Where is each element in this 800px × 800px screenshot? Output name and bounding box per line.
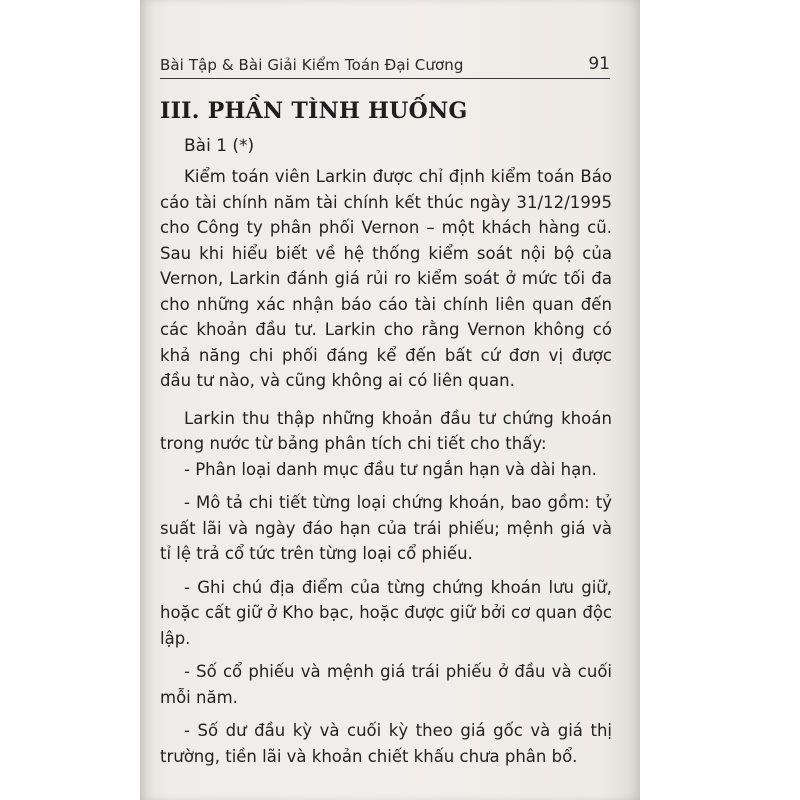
- exercise-label: Bài 1 (*): [184, 136, 255, 156]
- list-item: - Phân loại danh mục đầu tư ngắn hạn và dài hạn.: [184, 459, 597, 479]
- list-item: - Mô tả chi tiết từng loại chứng khoán, bao gồm: tỷ suất lãi và ngày đáo hạn của trái phiếu; mệnh giá và tỉ lệ trả cổ tức trên từng loại cổ phiếu.: [160, 493, 612, 563]
- list-item: - Số dư đầu kỳ và cuối kỳ theo giá gốc và giá thị trường, tiền lãi và khoản chiết khấu chưa phân bổ.: [160, 721, 612, 766]
- list-item: - Ghi chú địa điểm của từng chứng khoán lưu giữ, hoặc cất giữ ở Kho bạc, hoặc được giữ bởi cơ quan độc lập.: [160, 577, 612, 648]
- page-content: [160, 98, 612, 769]
- header-title: Bài Tập & Bài Giải Kiểm Toán Đại Cương: [160, 56, 464, 74]
- paragraph-list-lead: Larkin thu thập những khoản đầu tư chứng khoán trong nước từ bảng phân tích chi tiết cho thấy:: [160, 408, 612, 453]
- paragraph-intro: Kiểm toán viên Larkin được chỉ định kiểm toán Báo cáo tài chính năm tài chính kết thúc ngày 31/12/1995 cho Công ty phân phối Vernon – một khách hàng cũ. Sau khi hiểu biết về hệ thống kiểm soát nội bộ của Vernon, Larkin đánh giá rủi ro kiểm soát ở mức tối đa cho những xác nhận báo cáo tài chính liên quan đến các khoản đầu tư. Larkin cho rằng Vernon không có khả năng chi phối đáng kể đến bất cứ đơn vị được đầu tư nào, và cũng không ai có liên quan.: [160, 167, 612, 390]
- page-number: 91: [588, 54, 610, 74]
- list-item: - Số cổ phiếu và mệnh giá trái phiếu ở đầu và cuối mỗi năm.: [160, 662, 612, 707]
- section-heading: III. PHẦN TÌNH HUỐNG: [160, 98, 468, 124]
- running-header: [160, 48, 610, 79]
